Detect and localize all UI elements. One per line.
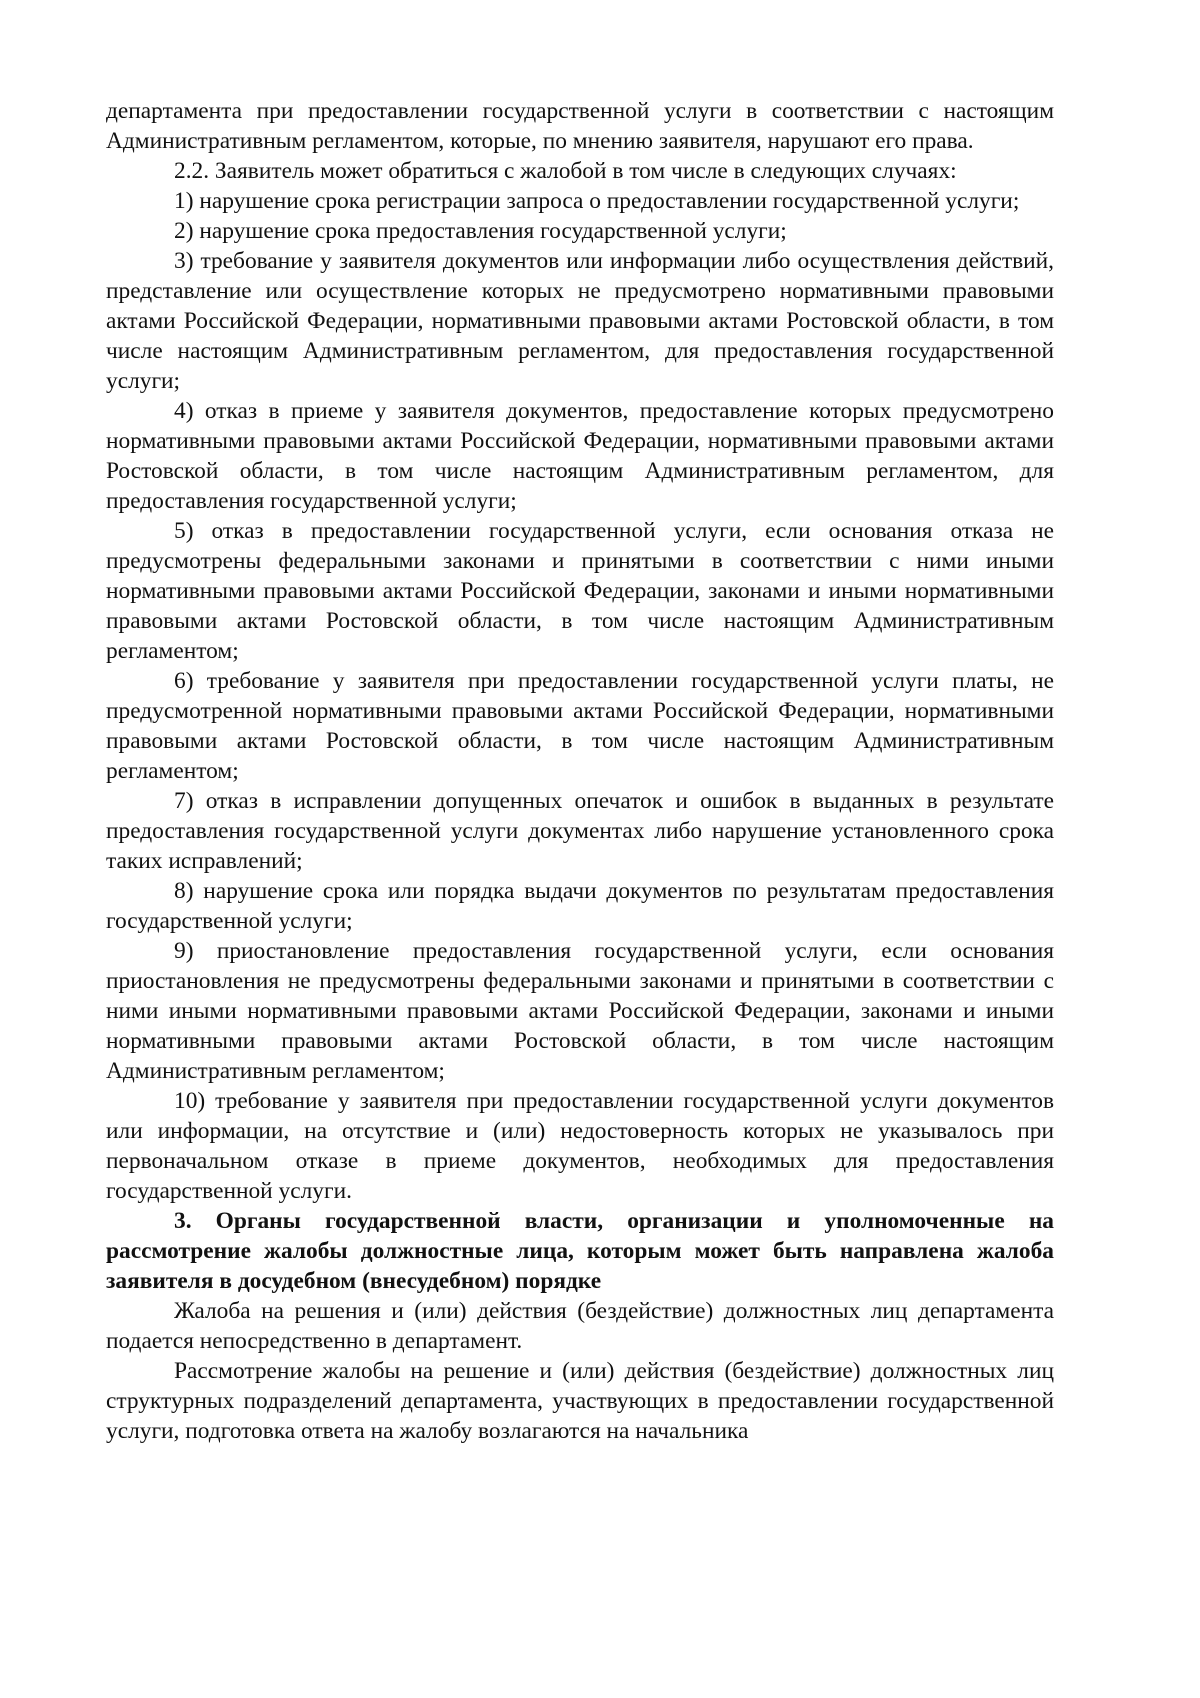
- list-item-10: 10) требование у заявителя при предоставлении государственной услуги документов или информации, на отсутствие и (или) недостоверность которых не указывалось при первоначальном отказе в приеме документов, необходимых для предоставления государственной услуги.: [106, 1088, 1054, 1204]
- paragraph-complaint-submission: Жалоба на решения и (или) действия (бездействие) должностных лиц департамента подается непосредственно в департамент.: [106, 1298, 1054, 1354]
- list-item-9: 9) приостановление предоставления государственной услуги, если основания приостановления не предусмотрены федеральными законами и принятыми в соответствии с ними иными нормативными правовыми актами Российской Федерации, законами и иными нормативными правовыми актами Ростовской области, в том числе настоящим Административным регламентом;: [106, 938, 1054, 1084]
- list-item-1: 1) нарушение срока регистрации запроса о предоставлении государственной услуги;: [174, 188, 1020, 214]
- list-item-5: 5) отказ в предоставлении государственной услуги, если основания отказа не предусмотрены федеральными законами и принятыми в соответствии с ними иными нормативными правовыми актами Российской Федерации, законами и иными нормативными правовыми актами Ростовской области, в том числе настоящим Административным регламентом;: [106, 518, 1054, 664]
- list-item-8: 8) нарушение срока или порядка выдачи документов по результатам предоставления государственной услуги;: [106, 878, 1054, 934]
- paragraph-complaint-review: Рассмотрение жалобы на решение и (или) действия (бездействие) должностных лиц структурных подразделений департамента, участвующих в предоставлении государственной услуги, подготовка ответа на жалобу возлагаются на начальника: [106, 1358, 1054, 1444]
- section-3-heading: 3. Органы государственной власти, организации и уполномоченные на рассмотрение жалобы должностные лица, которым может быть направлена жалоба заявителя в досудебном (внесудебном) порядке: [106, 1208, 1054, 1294]
- paragraph-continuation: департамента при предоставлении государственной услуги в соответствии с настоящим Административным регламентом, которые, по мнению заявителя, нарушают его права.: [106, 98, 1054, 154]
- list-item-2: 2) нарушение срока предоставления государственной услуги;: [174, 218, 787, 244]
- paragraph-2-2-intro: 2.2. Заявитель может обратиться с жалобой в том числе в следующих случаях:: [174, 158, 957, 184]
- list-item-4: 4) отказ в приеме у заявителя документов, предоставление которых предусмотрено нормативными правовыми актами Российской Федерации, нормативными правовыми актами Ростовской области, в том числе настоящим Административным регламентом, для предоставления государственной услуги;: [106, 398, 1054, 514]
- list-item-3: 3) требование у заявителя документов или информации либо осуществления действий, представление или осуществление которых не предусмотрено нормативными правовыми актами Российской Федерации, нормативными правовыми актами Ростовской области, в том числе настоящим Административным регламентом, для предоставления государственной услуги;: [106, 248, 1054, 394]
- document-page: [106, 96, 1054, 1446]
- list-item-7: 7) отказ в исправлении допущенных опечаток и ошибок в выданных в результате предоставления государственной услуги документах либо нарушение установленного срока таких исправлений;: [106, 788, 1054, 874]
- list-item-6: 6) требование у заявителя при предоставлении государственной услуги платы, не предусмотренной нормативными правовыми актами Российской Федерации, нормативными правовыми актами Ростовской области, в том числе настоящим Административным регламентом;: [106, 668, 1054, 784]
